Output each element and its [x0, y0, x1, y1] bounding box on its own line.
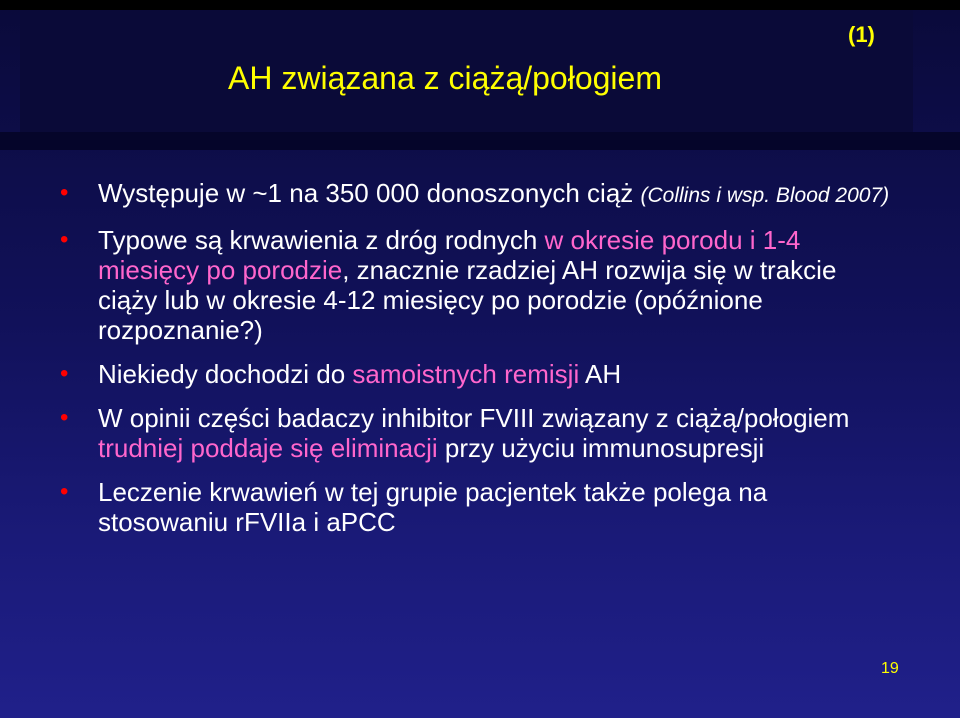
bullet-text: , znacznie rzadziej AH rozwija się w trakcie ciąży lub w okresie 4-12 miesięcy po porodzie (opóźnione rozpoznanie?)	[98, 255, 837, 345]
bullet-text: Niekiedy dochodzi do	[98, 359, 353, 389]
bullet-item-5	[60, 477, 900, 537]
citation: (Collins i wsp. Blood 2007)	[640, 184, 890, 207]
bullet-text: W opinii części badaczy inhibitor FVIII związany z ciążą/połogiem	[98, 403, 850, 433]
bullet-text: AH	[579, 359, 622, 389]
page-number: 19	[881, 660, 899, 677]
highlight-text: w okresie porodu i 1-4 miesięcy po porodzie	[98, 225, 801, 285]
highlight-text: trudniej poddaje się eliminacji	[98, 433, 438, 463]
bullet-item-4	[60, 403, 900, 463]
bullet-text: Typowe są krwawienia z dróg rodnych	[98, 225, 545, 255]
bullet-item-3	[60, 359, 900, 389]
bullet-item-1	[60, 178, 900, 211]
bullet-item-2	[60, 225, 900, 345]
bullet-text: przy użyciu immunosupresji	[437, 433, 765, 463]
slide-sequence-label: (1)	[848, 22, 875, 47]
highlight-text: samoistnych remisji	[352, 359, 580, 389]
title-divider	[0, 132, 960, 150]
slide-title: AH związana z ciążą/połogiem	[228, 60, 662, 96]
top-edge	[0, 0, 960, 10]
bullet-list	[60, 178, 900, 551]
bullet-text: Leczenie krwawień w tej grupie pacjentek także polega na stosowaniu rFVIIa i aPCC	[98, 477, 768, 537]
bullet-text: Występuje w ~1 na 350 000 donoszonych ciąż	[98, 178, 634, 208]
